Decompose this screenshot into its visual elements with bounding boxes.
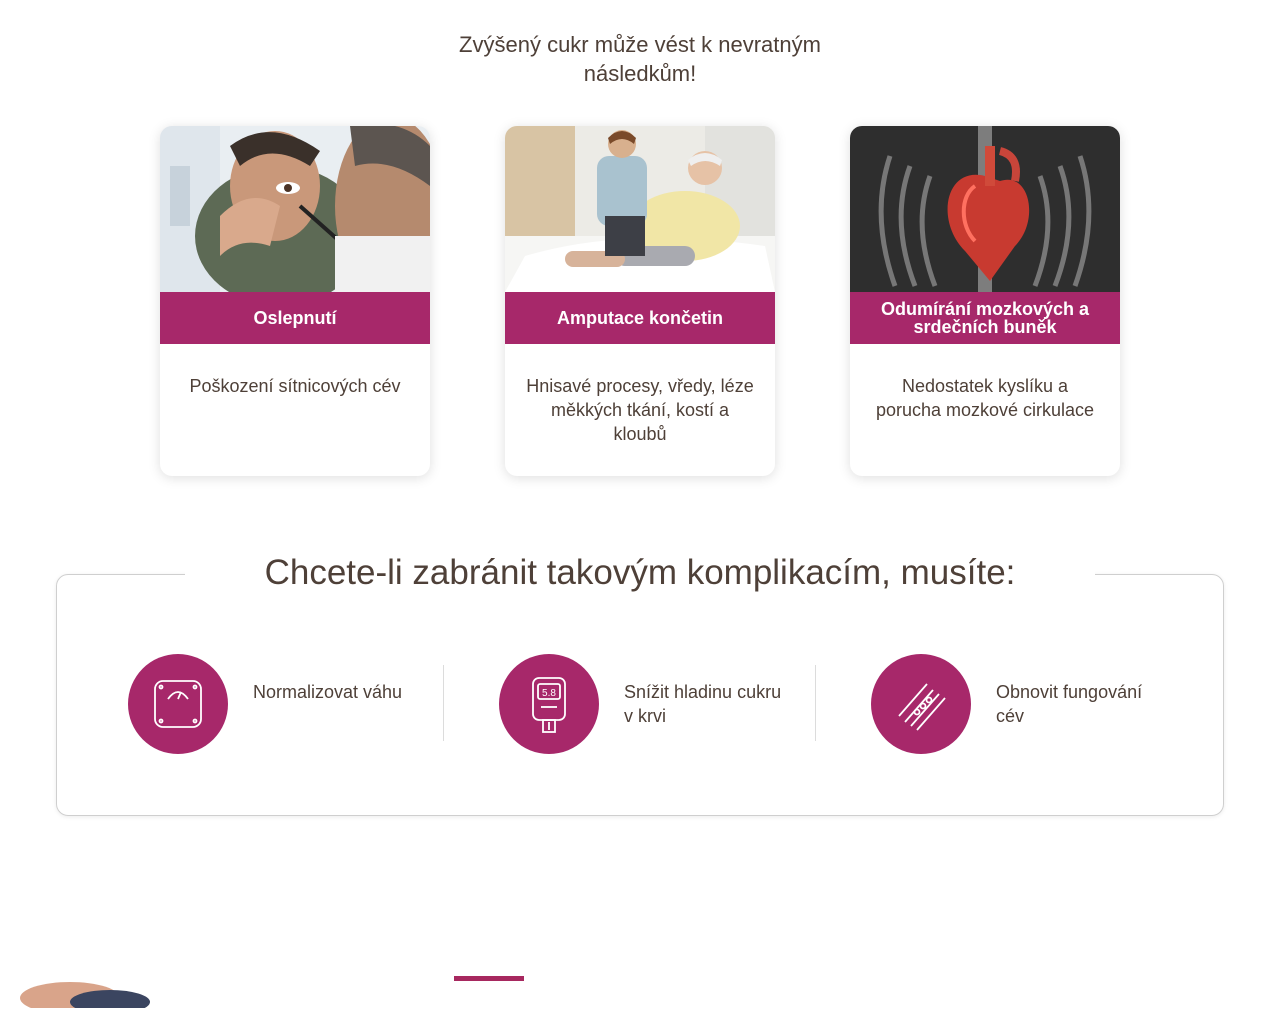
card-title: Oslepnutí bbox=[160, 292, 430, 344]
blood-vessel-icon bbox=[871, 654, 971, 754]
hospital-patient-photo bbox=[505, 126, 775, 292]
divider bbox=[815, 665, 816, 741]
card-title: Odumírání mozkových a srdečních buněk bbox=[850, 292, 1120, 344]
heart-xray-photo bbox=[850, 126, 1120, 292]
section-subtitle: Zvýšený cukr může vést k nevratným následkům! bbox=[459, 32, 821, 86]
prevention-item-label: Normalizovat váhu bbox=[253, 682, 403, 702]
card-description: Poškození sítnicových cév bbox=[189, 376, 401, 396]
prevention-item-label: Obnovit fungování cév bbox=[996, 682, 1143, 726]
hand-image-fragment bbox=[0, 968, 170, 1008]
complication-card-blindness bbox=[160, 126, 430, 476]
heading-clipped-fragment bbox=[380, 0, 800, 2]
section-accent-bar bbox=[454, 976, 524, 981]
card-description: Nedostatek kyslíku a porucha mozkové cirkulace bbox=[875, 376, 1095, 420]
eye-examination-photo bbox=[160, 126, 430, 292]
prevention-heading: Chcete-li zabránit takovým komplikacím, musíte: bbox=[185, 548, 1095, 598]
glucometer-reading: 5.8 bbox=[542, 688, 556, 699]
divider bbox=[443, 665, 444, 741]
card-title: Amputace končetin bbox=[505, 292, 775, 344]
prevention-item-label: Snížit hladinu cukru v krvi bbox=[624, 682, 782, 726]
scale-icon bbox=[128, 654, 228, 754]
complication-card-cell-death bbox=[850, 126, 1120, 476]
prevention-item-weight bbox=[128, 654, 428, 754]
prevention-item-vessels bbox=[871, 654, 1171, 754]
complication-card-amputation bbox=[505, 126, 775, 476]
glucometer-icon bbox=[499, 654, 599, 754]
card-description: Hnisavé procesy, vředy, léze měkkých tkání, kostí a kloubů bbox=[526, 376, 754, 444]
prevention-item-sugar bbox=[499, 654, 799, 754]
